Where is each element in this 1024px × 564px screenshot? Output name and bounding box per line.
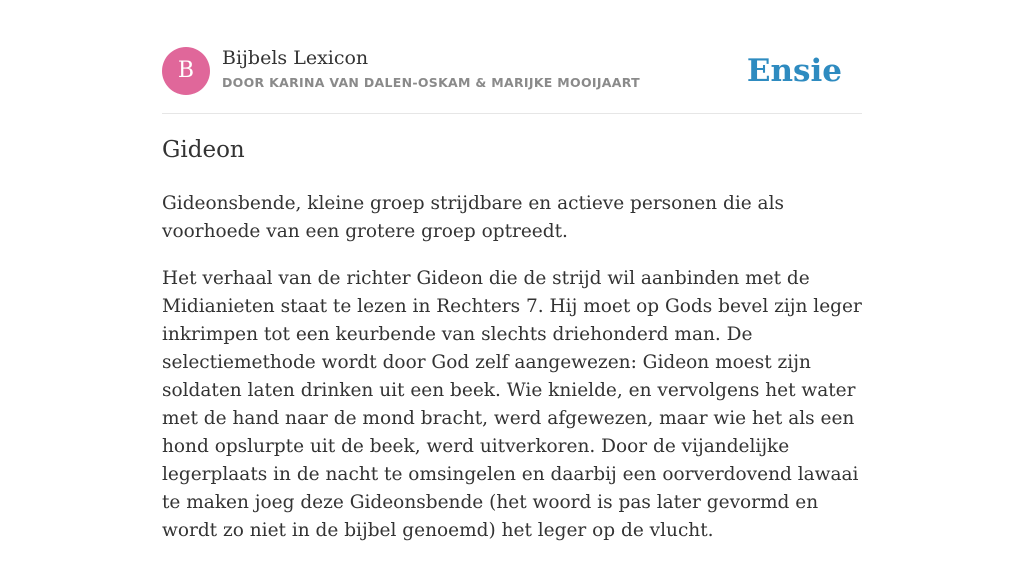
entry-body — [162, 190, 868, 564]
lexicon-title[interactable]: Bijbels Lexicon — [222, 47, 369, 69]
avatar[interactable]: B — [162, 47, 210, 95]
entry-paragraph: Gideonsbende, kleine groep strijdbare en actieve personen die als voorhoede van een grotere groep optreedt. — [162, 193, 784, 242]
authors-byline: DOOR KARINA VAN DALEN-OSKAM & MARIJKE MOOIJAART — [222, 75, 640, 90]
ensie-logo[interactable]: Ensie — [746, 53, 842, 89]
entry-title: Gideon — [162, 137, 245, 163]
entry-paragraph: Het verhaal van de richter Gideon die de strijd wil aanbinden met de Midianieten staat te lezen in Rechters 7. Hij moet op Gods bevel zijn leger inkrimpen tot een keurbende van slechts driehonderd man. De selectiemethode wordt door God zelf aangewezen: Gideon moest zijn soldaten laten drinken uit een beek. Wie knielde, en vervolgens het water met de hand naar de mond bracht, werd afgewezen, maar wie het als een hond opslurpte uit de beek, werd uitverkoren. Door de vijandelijke legerplaats in de nacht te omsingelen en daarbij een oorverdovend lawaai te maken joeg deze Gideonsbende (het woord is pas later gevormd en wordt zo niet in de bijbel genoemd) het leger op de vlucht. — [162, 268, 862, 541]
header — [162, 47, 862, 114]
